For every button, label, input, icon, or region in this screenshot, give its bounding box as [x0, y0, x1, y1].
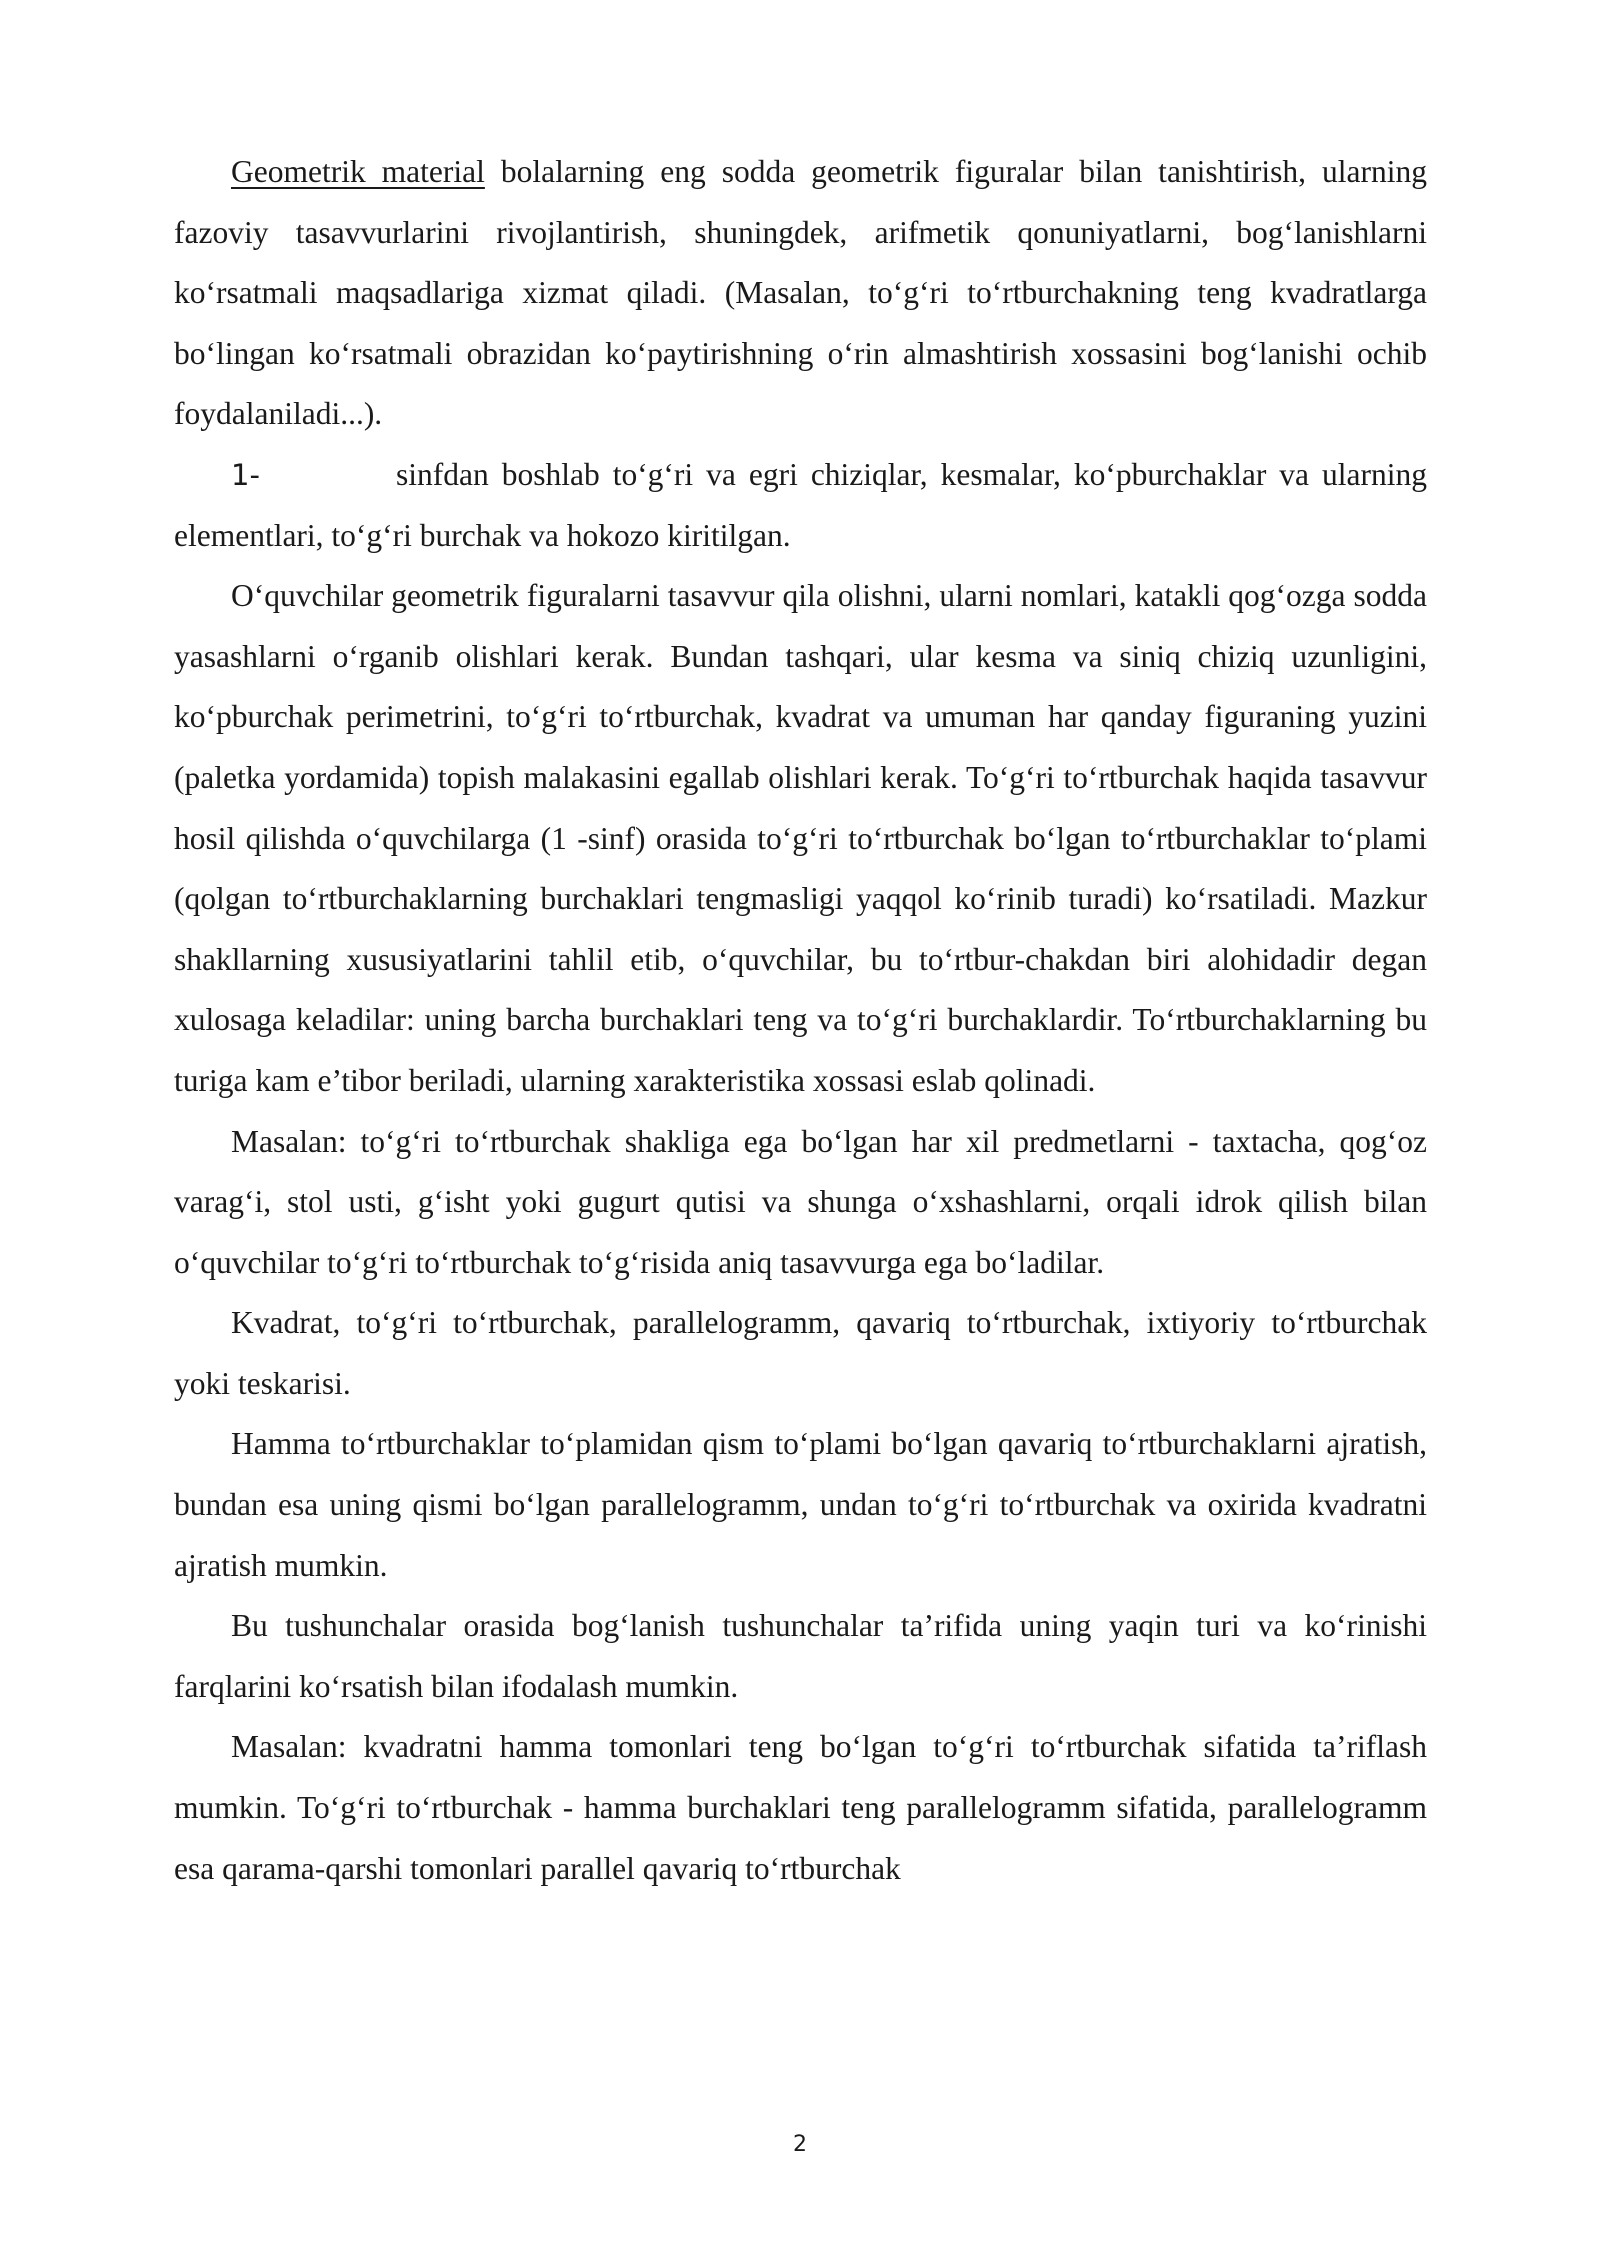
underlined-term: Geometrik material: [231, 154, 485, 189]
paragraph-text: sinfdan boshlab to‘g‘ri va egri chiziqlar, kesmalar, ko‘pburchaklar va ularning elementlari, to‘g‘ri burchak va hokozo kiritilgan.: [174, 456, 1427, 553]
paragraph-text: bolalarning eng sodda geometrik figuralar bilan tanishtirish, ularning fazoviy tasavvurlarini rivojlantirish, shuningdek, arifmetik qonuniyatlarni, bog‘lanishlarni ko‘rsatmali maqsadlariga xizmat qiladi. (Masalan, to‘g‘ri to‘rtburchakning teng kvadratlarga bo‘lingan ko‘rsatmali obrazidan ko‘paytirishning o‘rin almashtirish xossasini bog‘lanishi ochib foydalaniladi...).: [174, 154, 1427, 432]
paragraph-first-grade: [174, 445, 1427, 566]
paragraph-quadrilateral-types: Kvadrat, to‘g‘ri to‘rtburchak, parallelogramm, qavariq to‘rtburchak, ixtiyoriy to‘rtburchak yoki teskarisi.: [174, 1305, 1427, 1401]
paragraph-subsets: Hamma to‘rtburchaklar to‘plamidan qism to‘plami bo‘lgan qavariq to‘rtburchaklarni ajratish, bundan esa uning qismi bo‘lgan parallelogramm, undan to‘g‘ri to‘rtburchak va oxirida kvadratni ajratish mumkin.: [174, 1426, 1427, 1583]
paragraph-geometric-material: [174, 142, 1427, 445]
paragraph-example-square: Masalan: kvadratni hamma tomonlari teng bo‘lgan to‘g‘ri to‘rtburchak sifatida ta’riflash mumkin. To‘g‘ri to‘rtburchak - hamma burchaklari teng parallelogramm sifatida, parallelogramm esa qarama-qarshi tomonlari parallel qavariq to‘rtburchak: [174, 1729, 1427, 1886]
page-number: 2: [793, 2132, 807, 2157]
paragraph-example-rectangle: Masalan: to‘g‘ri to‘rtburchak shakliga ega bo‘lgan har xil predmetlarni - taxtacha, qog‘oz varag‘i, stol usti, g‘isht yoki gugurt qutisi va shunga o‘xshashlarni, orqali idrok qilish bilan o‘quvchilar to‘g‘ri to‘rtburchak to‘g‘risida aniq tasavvurga ega bo‘ladilar.: [174, 1123, 1427, 1280]
grade-number: 1-: [231, 457, 260, 492]
paragraph-students-figures: O‘quvchilar geometrik figuralarni tasavvur qila olishni, ularni nomlari, katakli qog‘ozga sodda yasashlarni o‘rganib olishlari kerak. Bundan tashqari, ular kesma va siniq chiziq uzunligini, ko‘pburchak perimetrini, to‘g‘ri to‘rtburchak, kvadrat va umuman har qanday figuraning yuzini (paletka yordamida) topish malakasini egallab olishlari kerak. To‘g‘ri to‘rtburchak haqida tasavvur hosil qilishda o‘quvchilarga (1 -sinf) orasida to‘g‘ri to‘rtburchak bo‘lgan to‘rtburchaklar to‘plami (qolgan to‘rtburchaklarning burchaklari tengmasligi yaqqol ko‘rinib turadi) ko‘rsatiladi. Mazkur shakllarning xususiyatlarini tahlil etib, o‘quvchilar, bu to‘rtbur-chakdan biri alohidadir degan xulosaga keladilar: uning barcha burchaklari teng va to‘g‘ri burchaklardir. To‘rtburchaklarning bu turiga kam e’tibor beriladi, ularning xarakteristika xossasi eslab qolinadi.: [174, 578, 1427, 1098]
document-body: [174, 142, 1427, 1899]
paragraph-concept-relations: Bu tushunchalar orasida bog‘lanish tushunchalar ta’rifida uning yaqin turi va ko‘rinishi farqlarini ko‘rsatish bilan ifodalash mumkin.: [174, 1608, 1427, 1704]
